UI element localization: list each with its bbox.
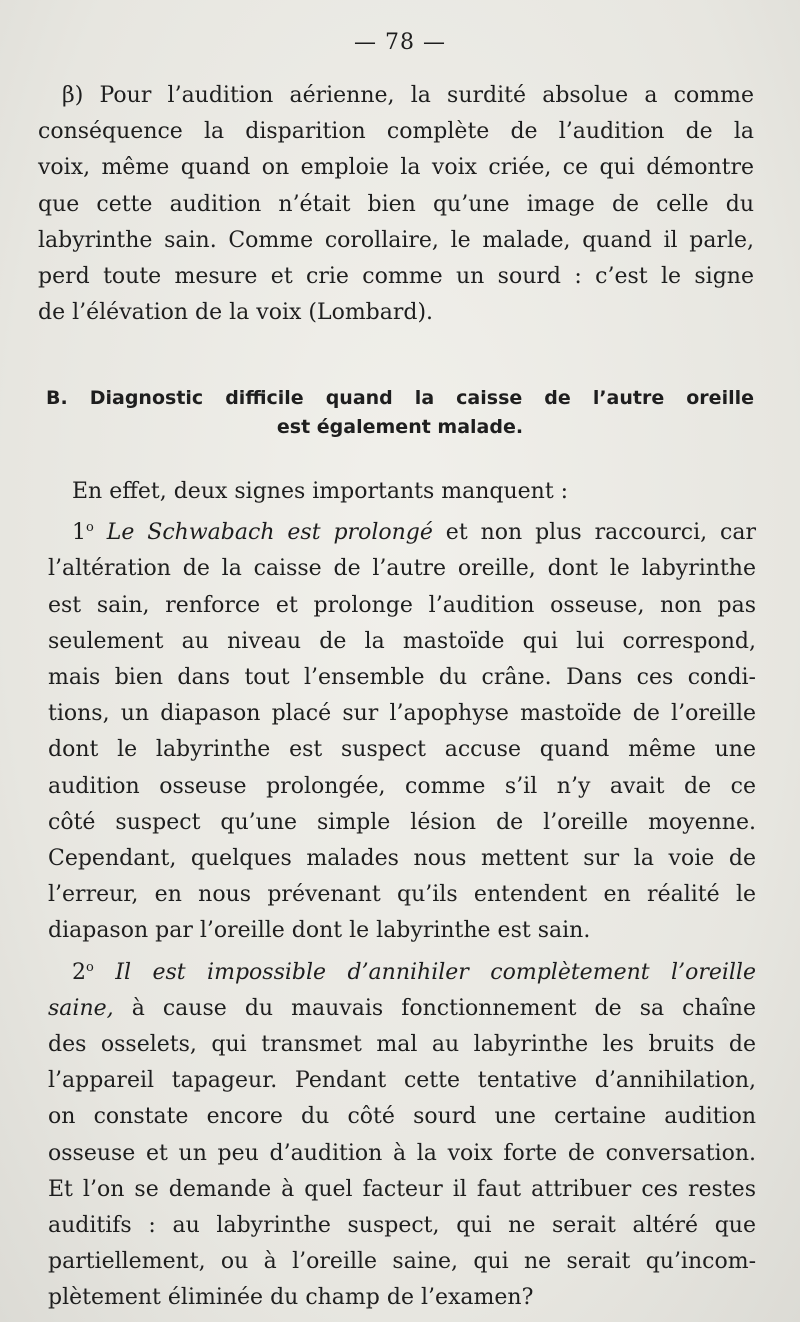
text-line: β) Pour l’audition aérienne, la surdité absolue a comme [62,83,754,108]
text-line: mais bien dans tout l’ensemble du crâne. Dans ces condi- [48,665,756,691]
point-1-first-line [48,510,756,551]
text-line: des osselets, qui transmet mal au labyrinthe les bruits de [48,1032,756,1058]
point-1-number: 1 [72,520,86,546]
text-line: l’appareil tapageur. Pendant cette tentative d’annihilation, [48,1068,756,1094]
text-line: voix, même quand on emploie la voix criée, ce qui démontre [38,155,754,181]
text-line: Cependant, quelques malades nous mettent sur la voie de [48,846,756,872]
text-line: l’erreur, en nous prévenant qu’ils entendent en réalité le [48,882,756,908]
text-line: partiellement, ou à l’oreille saine, qui ne serait qu’incom- [48,1249,756,1275]
heading-line: B. Diagnostic difficile quand la caisse de l’autre oreille [46,387,754,409]
point-2-number: 2 [72,959,86,985]
point-2-line-rest: à cause du mauvais fonctionnement de sa chaîne [131,995,756,1021]
text-line: plètement éliminée du champ de l’examen? [48,1285,534,1311]
section-heading-b [46,384,754,442]
text-line: audition osseuse prolongée, comme s’il n’y avait de ce [48,773,756,799]
point-2-second-line [48,991,756,1027]
text-line: osseuse et un peu d’audition à la voix forte de conversation. [48,1140,756,1166]
point-1-italic-lead: Le Schwabach est prolongé [106,520,433,546]
text-line: on constate encore du côté sourd une certaine audition [48,1104,756,1130]
text-line: dont le labyrinthe est suspect accuse quand même une [48,737,756,763]
paragraph-beta [38,78,754,331]
text-line: côté suspect qu’une simple lésion de l’oreille moyenne. [48,809,756,835]
intro-line: En effet, deux signes importants manquent : [72,479,569,504]
text-line: seulement au niveau de la mastoïde qui lui correspond, [48,628,756,654]
point-1-line-rest: et non plus raccourci, car [445,520,756,546]
ordinal-mark: o [86,959,94,975]
text-line: perd toute mesure et crie comme un sourd : c’est le signe [38,264,754,290]
ordinal-mark: o [86,520,94,536]
point-2-italic-lead: Il est impossible d’annihiler complètement l’oreille [115,959,756,985]
text-line: auditifs : au labyrinthe suspect, qui ne serait altéré que [48,1213,756,1239]
text-line: l’altération de la caisse de l’autre oreille, dont le labyrinthe [48,556,756,582]
text-line: conséquence la disparition complète de l’audition de la [38,119,754,145]
point-2-italic-second: saine, [48,995,114,1021]
text-line: de l’élévation de la voix (Lombard). [38,300,434,326]
text-line: diapason par l’oreille dont le labyrinthe est sain. [48,918,591,944]
text-line: labyrinthe sain. Comme corollaire, le malade, quand il parle, [38,227,754,253]
text-line: Et l’on se demande à quel facteur il faut attribuer ces restes [48,1176,756,1202]
page-number: — 78 — [354,30,446,55]
text-line: est sain, renforce et prolonge l’audition osseuse, non pas [48,592,756,618]
text-line: que cette audition n’était bien qu’une image de celle du [38,191,754,217]
heading-line: est également malade. [276,416,524,438]
paragraph-signs [48,474,756,1317]
point-2-first-line [48,950,756,991]
text-line: tions, un diapason placé sur l’apophyse mastoïde de l’oreille [48,701,756,727]
